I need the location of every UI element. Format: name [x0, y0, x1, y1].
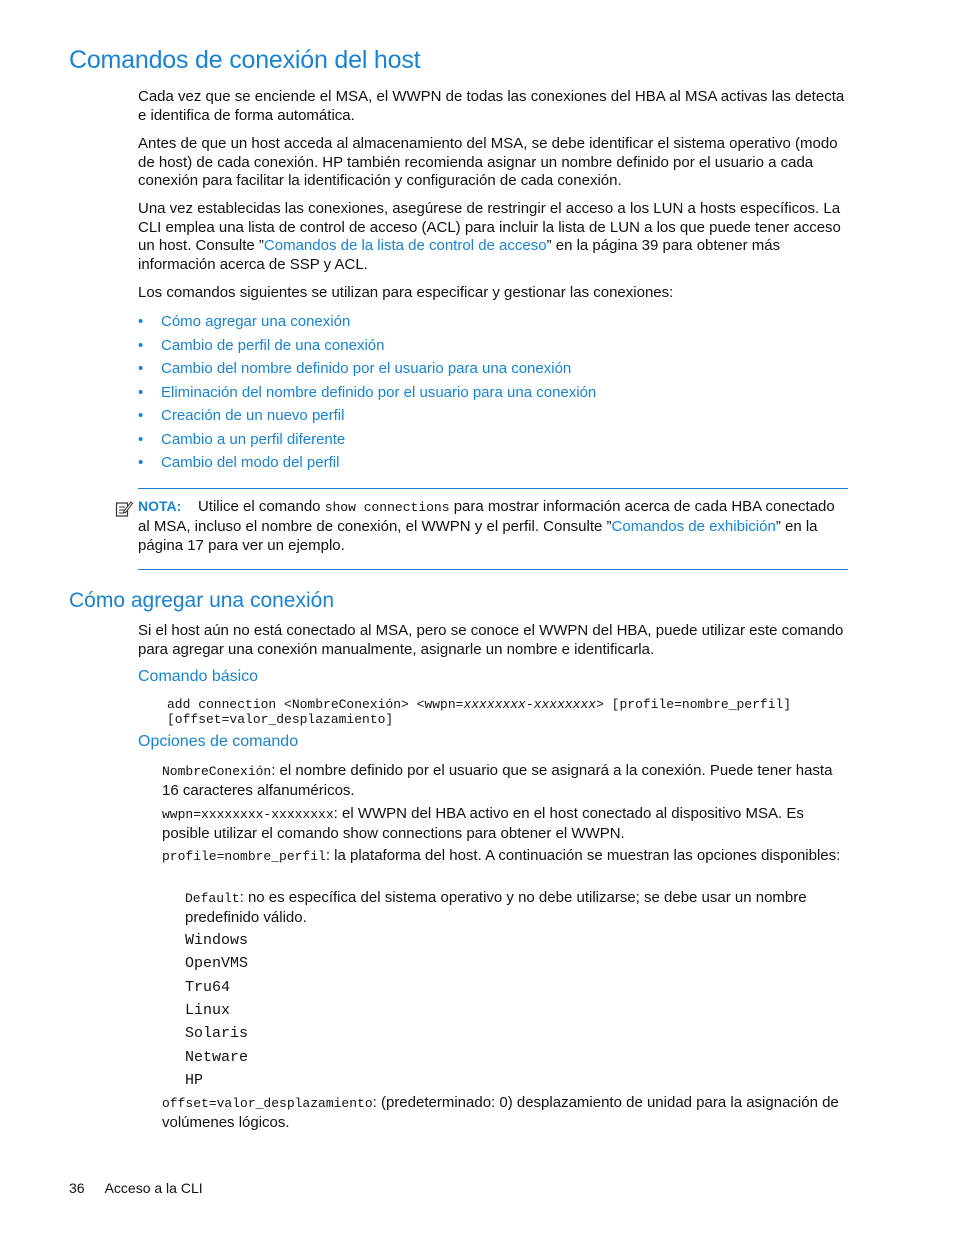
list-item[interactable]: • Cómo agregar una conexión — [138, 313, 351, 330]
footer-title: Acceso a la CLI — [104, 1180, 203, 1196]
intro-paragraph-4: Los comandos siguientes se utilizan para especificar y gestionar las conexiones: — [138, 284, 674, 301]
profile-hp: HP — [185, 1072, 204, 1089]
intro-paragraph-2: Antes de que un host acceda al almacenamiento del MSA, se debe identificar el sistema operativo (modo de host) de cada conexión. HP también recomienda asignar un nombre definido por el usuario a cada conexión para facilitar la identificación y configuración de cada conexión. — [138, 135, 838, 189]
profile-solaris: Solaris — [185, 1025, 249, 1042]
command-syntax: add connection <NombreConexión> <wwpn=xxxxxxxx-xxxxxxxx> [profile=nombre_perfil] [offset=valor_desplazamiento] — [167, 697, 792, 727]
section-heading-add-connection: Cómo agregar una conexión — [69, 589, 335, 612]
profile-linux: Linux — [185, 1002, 231, 1019]
option-wwpn: wwpn=xxxxxxxx-xxxxxxxx: el WWPN del HBA activo en el host conectado al dispositivo MSA. Es posible utilizar el comando show connections para obtener el WWPN. — [162, 805, 804, 842]
intro-paragraph-1: Cada vez que se enciende el MSA, el WWPN de todas las conexiones del HBA al MSA activas las detecta e identifica de forma automática. — [138, 88, 845, 124]
note-code: show connections — [324, 500, 450, 515]
acl-commands-link[interactable]: Comandos de la lista de control de acceso — [263, 237, 547, 254]
note-top-rule — [138, 488, 848, 489]
profile-tru64: Tru64 — [185, 979, 231, 996]
intro-paragraph-3: Una vez establecidas las conexiones, asegúrese de restringir el acceso a los LUN a hosts específicos. La CLI emplea una lista de control de acceso (ACL) para incluir la lista de LUN a los que puede tener acceso un host. Consulte ”Comandos de la lista de control de acceso” en la página 39 para obtener más información acerca de SSP y ACL. — [138, 200, 841, 273]
note-bottom-rule — [138, 569, 848, 570]
list-item[interactable]: • Cambio del modo del perfil — [138, 454, 340, 471]
list-item[interactable]: • Cambio de perfil de una conexión — [138, 336, 385, 354]
link-delete-username[interactable]: Eliminación del nombre definido por el usuario para una conexión — [161, 383, 597, 401]
link-switch-profile[interactable]: Cambio a un perfil diferente — [161, 430, 346, 448]
list-item[interactable]: • Eliminación del nombre definido por el usuario para una conexión — [138, 383, 597, 401]
list-item[interactable]: • Creación de un nuevo perfil — [138, 407, 345, 424]
link-change-username[interactable]: Cambio del nombre definido por el usuario para una conexión — [161, 360, 572, 377]
link-change-profile[interactable]: Cambio de perfil de una conexión — [161, 336, 385, 354]
option-offset: offset=valor_desplazamiento: (predeterminado: 0) desplazamiento de unidad para la asignación de volúmenes lógicos. — [162, 1094, 839, 1131]
option-profile: profile=nombre_perfil: la plataforma del host. A continuación se muestran las opciones disponibles: — [162, 847, 841, 864]
profile-default: Default: no es específica del sistema operativo y no debe utilizarse; se debe usar un nombre predefinido válido. — [185, 889, 807, 926]
page-title: Comandos de conexión del host — [69, 46, 421, 74]
page-number: 36 — [69, 1180, 85, 1196]
list-item[interactable]: • Cambio del nombre definido por el usuario para una conexión — [138, 360, 572, 377]
display-commands-link[interactable]: Comandos de exhibición — [611, 518, 776, 535]
list-item[interactable]: • Cambio a un perfil diferente — [138, 430, 346, 448]
note-box: NOTA: Utilice el comando show connections para mostrar información acerca de cada HBA conectado al MSA, incluso el nombre de conexión, el WWPN y el perfil. Consulte ”Comandos de exhibición” en la página 17 para ver un ejemplo. — [138, 498, 835, 554]
profile-netware: Netware — [185, 1049, 249, 1066]
page-footer — [69, 1180, 203, 1196]
command-options-heading: Opciones de comando — [138, 733, 299, 750]
note-icon — [115, 500, 133, 518]
link-add-connection[interactable]: Cómo agregar una conexión — [161, 313, 351, 330]
profile-openvms: OpenVMS — [185, 955, 249, 972]
link-create-profile[interactable]: Creación de un nuevo perfil — [161, 407, 345, 424]
basic-command-heading: Comando básico — [138, 668, 259, 685]
note-label: NOTA: — [138, 498, 182, 514]
section-paragraph: Si el host aún no está conectado al MSA, pero se conoce el WWPN del HBA, puede utilizar este comando para agregar una conexión manualmente, asignarle un nombre e identificarla. — [138, 622, 844, 658]
profile-windows: Windows — [185, 932, 249, 949]
option-connection-name: NombreConexión: el nombre definido por el usuario que se asignará a la conexión. Puede tener hasta 16 caracteres alfanuméricos. — [162, 762, 833, 799]
command-link-list — [138, 310, 596, 475]
link-profile-mode[interactable]: Cambio del modo del perfil — [161, 454, 340, 471]
